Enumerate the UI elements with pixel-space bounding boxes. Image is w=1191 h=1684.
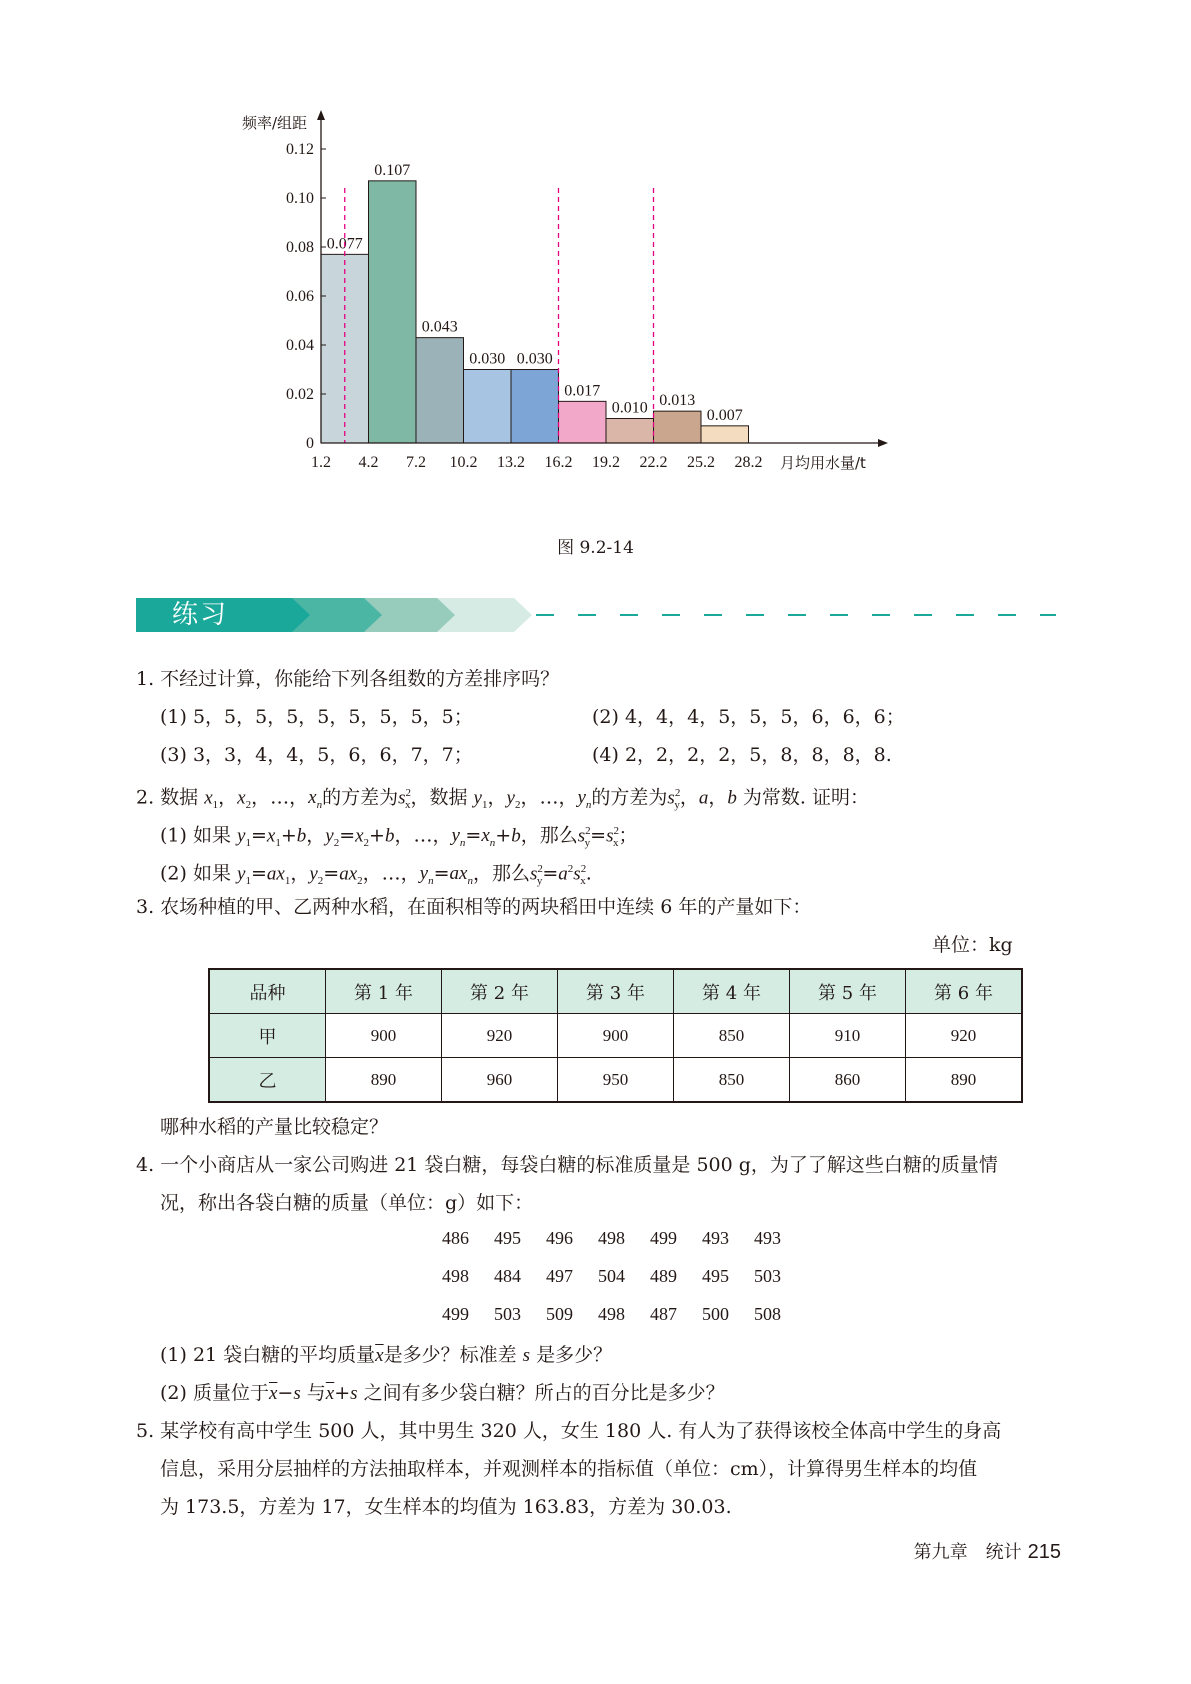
- q3-unit: 单位：kg: [932, 934, 1013, 956]
- table-header-cell: 第 6 年: [906, 969, 1023, 1014]
- x-tick-label: 13.2: [497, 454, 525, 471]
- table-cell: 860: [790, 1058, 906, 1103]
- histogram-bar: [511, 370, 559, 444]
- section-header-bar: [136, 598, 1056, 632]
- x-tick-labels: [311, 454, 763, 471]
- data-value: 493: [754, 1228, 781, 1248]
- table-cell: 900: [326, 1014, 442, 1058]
- sugar-data-row: [442, 1304, 806, 1325]
- q5-line-2: 信息，采用分层抽样的方法抽取样本，并观测样本的指标值（单位：cm），计算得男生样本的均值: [160, 1458, 978, 1480]
- q5-line-1: 5. 某学校有高中学生 500 人，其中男生 320 人，女生 180 人. 有人为了获得该校全体高中学生的身高: [136, 1420, 1002, 1442]
- table-cell: 850: [674, 1014, 790, 1058]
- data-value: 487: [650, 1304, 677, 1324]
- data-value: 489: [650, 1266, 677, 1286]
- bar-value-label: 0.043: [421, 318, 458, 336]
- histogram-bar: [654, 411, 702, 443]
- data-value: 503: [494, 1304, 521, 1324]
- page-footer: [914, 1538, 1061, 1564]
- data-value: 496: [546, 1228, 573, 1248]
- table-cell: 890: [906, 1058, 1023, 1103]
- bar-value-label: 0.077: [326, 235, 363, 253]
- q3-question: 哪种水稻的产量比较稳定？: [160, 1116, 389, 1138]
- data-value: 498: [598, 1228, 625, 1248]
- data-value: 484: [494, 1266, 521, 1286]
- q4-stem-line-2: 况，称出各袋白糖的质量（单位：g）如下：: [160, 1192, 534, 1214]
- table-cell: 920: [442, 1014, 558, 1058]
- x-tick-label: 1.2: [311, 454, 331, 471]
- q5-line-3: 为 173.5，方差为 17，女生样本的均值为 163.83，方差为 30.03.: [160, 1496, 732, 1518]
- table-cell: 950: [558, 1058, 674, 1103]
- bar-value-label: 0.107: [374, 161, 411, 179]
- y-axis-arrow: [317, 110, 325, 120]
- data-value: 493: [702, 1228, 729, 1248]
- bar-value-label: 0.030: [516, 350, 553, 368]
- bar-value-label: 0.030: [469, 350, 506, 368]
- data-value: 499: [442, 1304, 469, 1324]
- row-label-cell: 甲: [209, 1014, 326, 1058]
- table-header-cell: 第 4 年: [674, 969, 790, 1014]
- histogram-bar: [701, 426, 749, 443]
- table-header-cell: 第 3 年: [558, 969, 674, 1014]
- x-axis-arrow: [878, 439, 888, 447]
- histogram-bar: [416, 338, 464, 443]
- page-number: 215: [1027, 1541, 1061, 1563]
- y-tick-label: 0.04: [286, 337, 314, 354]
- data-value: 498: [598, 1304, 625, 1324]
- data-value: 486: [442, 1228, 469, 1248]
- section-title: 练习: [172, 600, 229, 630]
- data-value: 495: [702, 1266, 729, 1286]
- chapter-label: 第九章 统计: [913, 1542, 1022, 1563]
- q2-part-2: (2) 如果 $y_1=ax_1$，$y_2=ax_2$，…，$y_n=ax_n$，那么$s^2_y=a^2s^2_x$.: [160, 862, 592, 888]
- data-value: 495: [494, 1228, 521, 1248]
- q1-option-4: (4) 2，2，2，2，5，8，8，8，8.: [592, 744, 892, 766]
- y-tick-label: 0: [306, 435, 314, 452]
- table-row: [209, 1058, 1022, 1103]
- histogram-bar: [559, 401, 607, 443]
- q3-stem: 3. 农场种植的甲、乙两种水稻，在面积相等的两块稻田中连续 6 年的产量如下：: [136, 896, 812, 918]
- histogram-bar: [369, 181, 417, 443]
- table-cell: 920: [906, 1014, 1023, 1058]
- table-cell: 960: [442, 1058, 558, 1103]
- bar-value-label: 0.007: [706, 406, 743, 424]
- table-cell: 890: [326, 1058, 442, 1103]
- data-value: 509: [546, 1304, 573, 1324]
- data-value: 499: [650, 1228, 677, 1248]
- figure-caption: 图 9.2-14: [557, 538, 634, 558]
- x-tick-label: 16.2: [544, 454, 573, 471]
- sugar-data-row: [442, 1266, 806, 1287]
- y-tick-label: 0.12: [286, 141, 314, 158]
- data-value: 498: [442, 1266, 469, 1286]
- table-row: [209, 1014, 1022, 1058]
- y-tick-label: 0.02: [286, 386, 314, 403]
- table-header-cell: 第 5 年: [790, 969, 906, 1014]
- table-cell: 900: [558, 1014, 674, 1058]
- y-axis-label: 频率/组距: [242, 114, 308, 132]
- table-header-cell: 品种: [209, 969, 326, 1014]
- x-tick-label: 19.2: [592, 454, 620, 471]
- bar-value-label: 0.010: [611, 399, 648, 417]
- q4-part-1: (1) 21 袋白糖的平均质量$\overline{x}$是多少？标准差 s 是多少？: [160, 1344, 613, 1366]
- y-tick-labels: [286, 141, 326, 452]
- table-header-cell: 第 1 年: [326, 969, 442, 1014]
- q1-option-1: (1) 5，5，5，5，5，5，5，5，5；: [160, 706, 473, 728]
- x-tick-label: 4.2: [358, 454, 379, 471]
- data-value: 504: [598, 1266, 625, 1286]
- q1-stem: 1. 不经过计算，你能给下列各组数的方差排序吗？: [136, 668, 560, 690]
- row-label-cell: 乙: [209, 1058, 326, 1103]
- y-tick-label: 0.08: [286, 239, 314, 256]
- data-value: 500: [702, 1304, 729, 1324]
- table-cell: 850: [674, 1058, 790, 1103]
- y-tick-label: 0.10: [286, 190, 314, 207]
- histogram-bar: [606, 419, 654, 444]
- table-header-cell: 第 2 年: [442, 969, 558, 1014]
- x-tick-label: 7.2: [406, 454, 426, 471]
- x-tick-label: 25.2: [687, 454, 715, 471]
- sugar-data-row: [442, 1228, 806, 1249]
- q2-part-1: (1) 如果 $y_1=x_1+b$，$y_2=x_2+b$，…，$y_n=x_n+b$，那么$s^2_y=s^2_x$；: [160, 824, 638, 850]
- x-axis-label: 月均用水量/t: [780, 454, 866, 472]
- q2-stem: 2. 数据 $x_1$，$x_2$，…，$x_n$的方差为$s^2_x$，数据 $y_1$，$y_2$，…，$y_n$的方差为$s^2_y$，a，b 为常数. 证明：: [136, 786, 869, 812]
- q1-option-3: (3) 3，3，4，4，5，6，6，7，7；: [160, 744, 473, 766]
- x-tick-label: 28.2: [734, 454, 763, 471]
- table-header-row: [209, 969, 1022, 1014]
- x-tick-label: 22.2: [639, 454, 668, 471]
- data-value: 503: [754, 1266, 781, 1286]
- bar-value-label: 0.017: [564, 382, 601, 400]
- y-tick-label: 0.06: [286, 288, 314, 305]
- q4-stem-line-1: 4. 一个小商店从一家公司购进 21 袋白糖，每袋白糖的标准质量是 500 g，为了了解这些白糖的质量情: [136, 1154, 998, 1176]
- yield-table: [208, 968, 1023, 1103]
- histogram-bar: [464, 370, 512, 444]
- bar-value-label: 0.013: [659, 392, 696, 410]
- x-tick-label: 10.2: [449, 454, 478, 471]
- q1-option-2: (2) 4，4，4，5，5，5，6，6，6；: [592, 706, 905, 728]
- data-value: 497: [546, 1266, 573, 1286]
- q4-part-2: (2) 质量位于$\overline{x}-s$ 与$\overline{x}+s$ 之间有多少袋白糖？所占的百分比是多少？: [160, 1382, 725, 1404]
- frequency-histogram: [240, 100, 900, 510]
- table-cell: 910: [790, 1014, 906, 1058]
- data-value: 508: [754, 1304, 781, 1324]
